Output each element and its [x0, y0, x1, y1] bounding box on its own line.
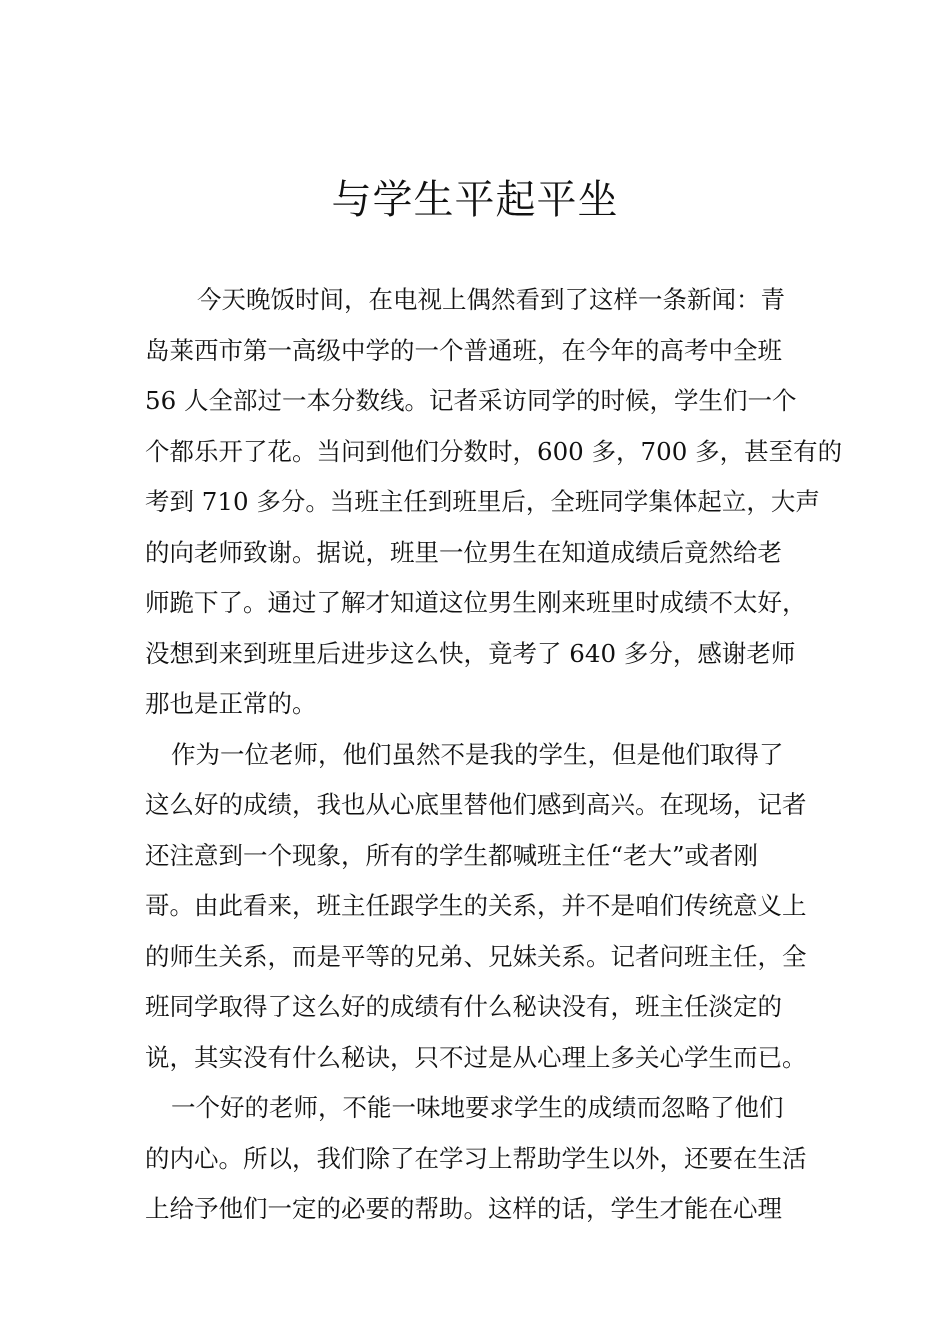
document-body	[145, 275, 843, 1235]
paragraph-line: 没想到来到班里后进步这么快，竟考了 640 多分，感谢老师	[145, 638, 796, 668]
paragraph-line: 作为一位老师，他们虽然不是我的学生，但是他们取得了	[171, 739, 784, 769]
paragraph-line: 还注意到一个现象，所有的学生都喊班主任“老大”或者刚	[145, 840, 759, 870]
paragraph-line: 考到 710 多分。当班主任到班里后，全班同学集体起立，大声	[145, 487, 820, 516]
paragraph-line: 上给予他们一定的必要的帮助。这样的话，学生才能在心理	[145, 1194, 782, 1223]
paragraph-line: 个都乐开了花。当问到他们分数时，600 多，700 多，甚至有的	[145, 436, 843, 466]
paragraph-line: 那也是正常的。	[145, 689, 317, 718]
paragraph-line: 说，其实没有什么秘诀，只不过是从心理上多关心学生而已。	[145, 1042, 807, 1072]
paragraph-line: 一个好的老师，不能一味地要求学生的成绩而忽略了他们	[171, 1093, 784, 1122]
paragraph-line: 师跪下了。通过了解才知道这位男生刚来班里时成绩不太好，	[145, 588, 807, 617]
paragraph-line: 岛莱西市第一高级中学的一个普通班，在今年的高考中全班	[145, 335, 782, 365]
paragraph-line: 的师生关系，而是平等的兄弟、兄妹关系。记者问班主任，全	[145, 941, 807, 971]
paragraph-line: 今天晚饭时间，在电视上偶然看到了这样一条新闻：青	[197, 285, 785, 314]
paragraph-line: 班同学取得了这么好的成绩有什么秘诀没有，班主任淡定的	[145, 992, 782, 1021]
paragraph-line: 56 人全部过一本分数线。记者采访同学的时候，学生们一个	[145, 386, 797, 415]
paragraph-line: 的向老师致谢。据说，班里一位男生在知道成绩后竟然给老	[145, 537, 782, 567]
paragraph-line: 哥。由此看来，班主任跟学生的关系，并不是咱们传统意义上	[145, 891, 807, 920]
document-title: 与学生平起平坐	[331, 177, 619, 223]
paragraph-line: 的内心。所以，我们除了在学习上帮助学生以外，还要在生活	[145, 1143, 807, 1173]
paragraph-line: 这么好的成绩，我也从心底里替他们感到高兴。在现场，记者	[145, 790, 807, 819]
